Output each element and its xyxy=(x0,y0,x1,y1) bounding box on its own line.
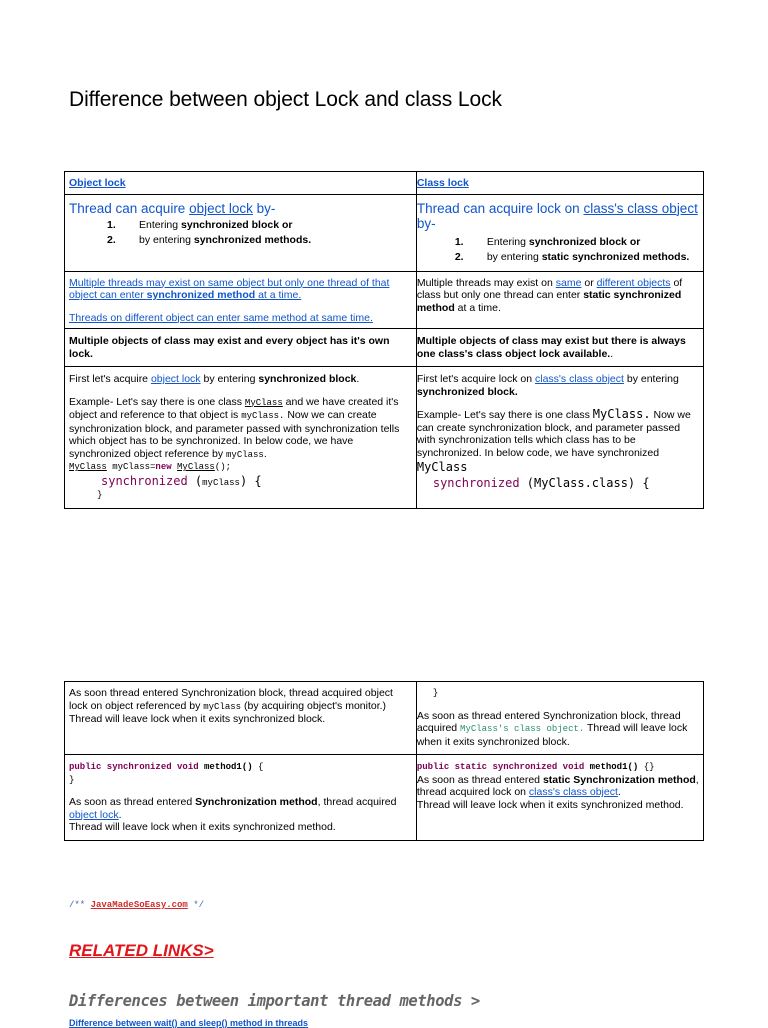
same-link[interactable]: same xyxy=(555,276,582,289)
class-lock-multiple-objects: Multiple objects of class may exist but there is always one class's class object lock available. xyxy=(416,335,686,360)
object-lock-method-leave: Thread will leave lock when it exits synchronized method. xyxy=(69,821,336,833)
list-item: 1. Entering synchronized block or xyxy=(454,235,641,248)
object-lock-link[interactable]: object lock xyxy=(150,373,201,385)
object-lock-method-code: public synchronized void method1() { xyxy=(69,762,264,772)
class-lock-example-intro: First let's acquire lock on class's class object by entering synchronized block. xyxy=(416,373,679,398)
class-lock-method-code: public static synchronized void method1() {} xyxy=(416,762,655,772)
footer-comment: /** JavaMadeSoEasy.com */ xyxy=(69,900,205,910)
object-lock-link[interactable]: object lock xyxy=(69,808,119,821)
class-lock-code-close: } xyxy=(432,688,439,698)
class-lock-example-text: Example- Let's say there is one class MyClass. Now we can create synchronization block, and parameter passed with synchronization tells which class has to be synchronized. In below code, we have synchronized xyxy=(416,407,691,459)
list-item: 1. Entering synchronized block or xyxy=(107,218,293,231)
table-row xyxy=(65,194,704,271)
class-lock-header-link[interactable]: Class lock xyxy=(416,177,469,189)
class-lock-method-leave: Thread will leave lock when it exits synchronized method. xyxy=(416,798,684,811)
wait-vs-sleep-link[interactable]: Difference between wait() and sleep() method in threads xyxy=(69,1018,309,1028)
class-lock-code-line: MyClass xyxy=(416,460,468,474)
class-lock-acquire-heading: Thread can acquire lock on class's class object by- xyxy=(416,200,698,231)
thread-methods-heading: Differences between important thread methods > xyxy=(69,992,480,1010)
page-title: Difference between object Lock and class Lock xyxy=(69,88,502,111)
object-lock-code-close: } xyxy=(97,490,103,500)
class-object-link[interactable]: class's class object xyxy=(528,786,618,798)
object-lock-acquire-heading: Thread can acquire object lock by- xyxy=(69,200,276,216)
object-lock-multithread-link[interactable]: Multiple threads may exist on same object but only one thread of that object can enter synchronized method at a time. xyxy=(69,276,390,301)
table-row xyxy=(65,271,704,329)
class-lock-block-explanation: As soon as thread entered Synchronization block, thread acquired MyClass's class object. Thread will leave lock when it exits synchronized block. xyxy=(416,709,688,748)
table-row: Multiple objects of class may exist and every object has it's own lock. Multiple objects of class may exist but there is always one class's class object lock available.. xyxy=(65,329,704,367)
object-lock-header-link[interactable]: Object lock xyxy=(69,177,126,189)
class-lock-sync-block: synchronized (MyClass.class) { xyxy=(432,475,650,490)
object-lock-example-text: Example- Let's say there is one class MyClass and we have created it's object and reference to that object is myClass. Now we can create synchronization block, and parameter passed with synchronization tells which object has to be synchronized. In below code, we have synchronized object reference by myClass. xyxy=(69,395,400,460)
list-item: 2. by entering static synchronized methods. xyxy=(454,251,690,263)
class-object-link[interactable]: class's class object xyxy=(583,200,698,216)
object-lock-sync-block: synchronized (myClass) { xyxy=(101,473,262,488)
object-lock-leave-text: Thread will leave lock when it exits synchronized block. xyxy=(69,713,326,725)
class-lock-method-explanation: As soon as thread entered static Synchronization method, thread acquired lock on class's class object. xyxy=(416,773,699,798)
object-lock-example-intro: First let's acquire object lock by entering synchronized block. xyxy=(69,373,360,385)
object-lock-block-explanation: As soon thread entered Synchronization block, thread acquired object lock on object referenced by myClass (by acquiring object's monitor.) xyxy=(69,687,393,712)
class-object-link[interactable]: class's class object xyxy=(534,373,624,385)
object-lock-multiple-objects: Multiple objects of class may exist and every object has it's own lock. xyxy=(69,335,390,360)
object-lock-method-explanation: As soon as thread entered Synchronization method, thread acquired object lock. xyxy=(69,796,397,821)
object-lock-method-close: } xyxy=(69,774,75,785)
class-lock-steps xyxy=(417,236,701,264)
comparison-table xyxy=(64,171,704,509)
different-objects-link[interactable]: different objects xyxy=(596,276,671,289)
object-lock-code-line: MyClass myClass=new MyClass(); xyxy=(69,462,232,472)
object-lock-steps xyxy=(69,219,412,247)
class-lock-multithread-text: Multiple threads may exist on same or different objects of class but only one thread can enter static synchronized method at a time. xyxy=(416,276,683,314)
different-object-link[interactable]: Threads on different object can enter same method at same time. xyxy=(69,311,373,324)
site-link[interactable]: JavaMadeSoEasy.com xyxy=(90,900,188,910)
comparison-table-continued xyxy=(64,681,704,841)
list-item: 2. by entering synchronized methods. xyxy=(107,234,312,246)
object-lock-link[interactable]: object lock xyxy=(189,200,253,216)
table-row xyxy=(65,172,704,195)
table-row xyxy=(65,682,704,755)
related-links-heading[interactable]: RELATED LINKS> xyxy=(69,941,214,960)
table-row xyxy=(65,367,704,509)
table-row xyxy=(65,755,704,841)
